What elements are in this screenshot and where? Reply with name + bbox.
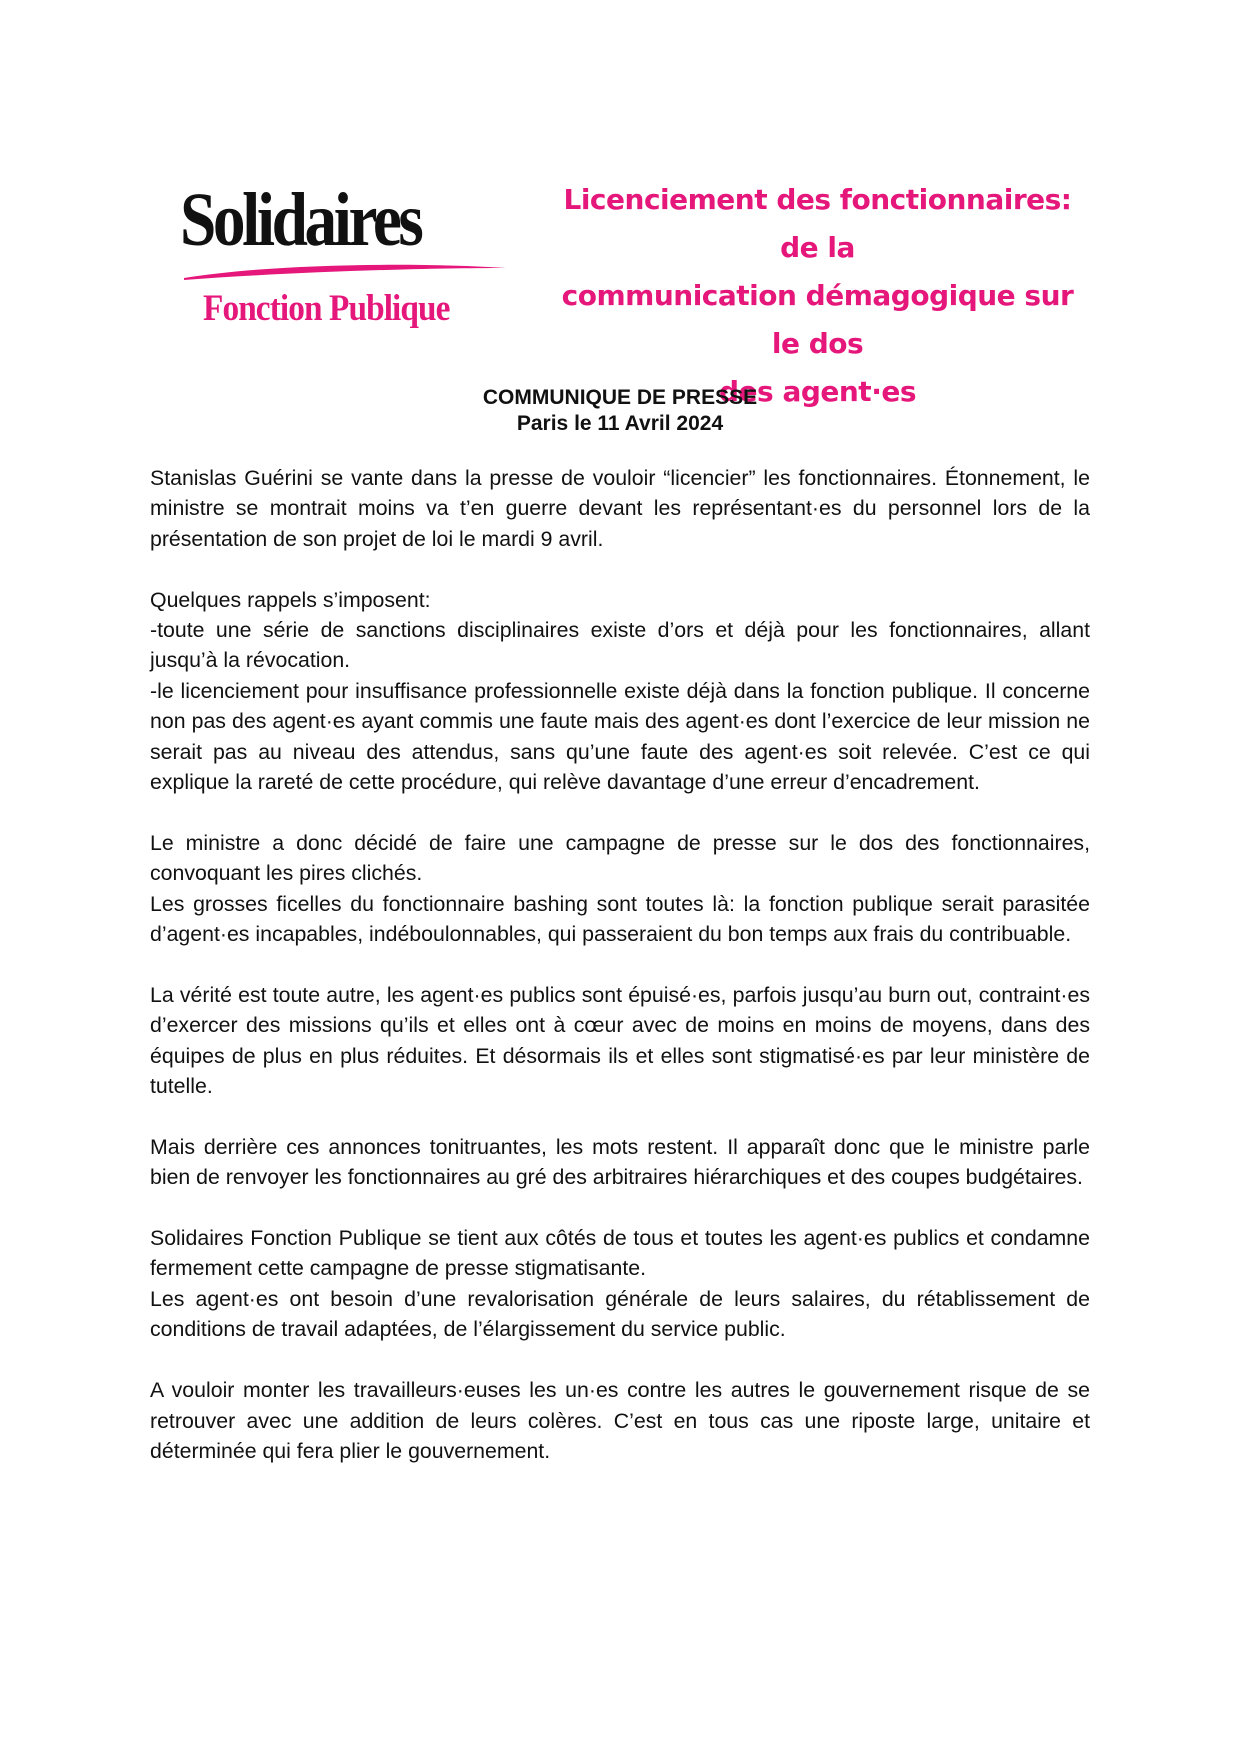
logo-wordmark: Solidaires [180,178,421,262]
press-release-header [150,385,1090,437]
paragraph-line: -le licenciement pour insuffisance professionnelle existe déjà dans la fonction publique. Il concerne non pas des agent·es ayant commis une faute mais des agent·es dont l’exercice de leur mission ne serait pas au niveau des attendus, sans qu’une faute des agent·es soit relevée. C’est ce qui explique la rareté de cette procédure, qui relève davantage d’une erreur d’encadrement. [150,678,1090,795]
press-release-dateline: Paris le 11 Avril 2024 [516,412,724,435]
paragraph [150,828,1090,950]
headline-line: Licenciement des fonctionnaires: de la [563,183,1072,264]
paragraph-line: Les agent·es ont besoin d’une revalorisation générale de leurs salaires, du rétablissement de conditions de travail adaptées, de l’élargissement du service public. [150,1286,1090,1342]
paragraph [150,1223,1090,1345]
headline-line: des agent·es [719,375,916,408]
logo-subtitle: Fonction Publique [203,288,450,329]
solidaires-logo [180,178,510,342]
press-release-title: COMMUNIQUE DE PRESSE [482,386,758,409]
paragraph-line: Stanislas Guérini se vante dans la presse de vouloir “licencier” les fonctionnaires. Étonnement, le ministre se montrait moins va t’en guerre devant les représentant·es du personnel lors de la présentation de son projet de loi le mardi 9 avril. [150,466,1090,551]
paragraph-line: Les grosses ficelles du fonctionnaire bashing sont toutes là: la fonction publique serait parasitée d’agent·es incapables, indéboulonnables, qui passeraient du bon temps aux frais du contribuable. [150,891,1090,947]
headline [545,176,1090,416]
paragraph-line: La vérité est toute autre, les agent·es publics sont épuisé·es, parfois jusqu’au burn out, contraint·es d’exercer des missions qu’ils et elles ont à cœur avec de moins en moins de moyens, dans des équipes de plus en plus réduites. Et désormais ils et elles sont stigmatisé·es par leur ministère de tutelle. [150,982,1090,1099]
paragraph [150,463,1090,554]
paragraph [150,585,1090,798]
paragraph [150,1375,1090,1466]
paragraph-line: Solidaires Fonction Publique se tient aux côtés de tous et toutes les agent·es publics et condamne fermement cette campagne de presse stigmatisante. [150,1226,1090,1281]
headline-line: communication démagogique sur le dos [561,279,1074,360]
logo-swoosh [180,260,510,284]
paragraph-line: -toute une série de sanctions disciplinaires existe d’ors et déjà pour les fonctionnaires, allant jusqu’à la révocation. [150,618,1090,673]
paragraph-line: Mais derrière ces annonces tonitruantes, les mots restent. Il apparaît donc que le ministre parle bien de renvoyer les fonctionnaires au gré des arbitraires hiérarchiques et des coupes budgétaires. [150,1134,1090,1190]
paragraph-line: Le ministre a donc décidé de faire une campagne de presse sur le dos des fonctionnaires, convoquant les pires clichés. [150,830,1090,886]
paragraph-line: Quelques rappels s’imposent: [150,587,431,612]
paragraph [150,1132,1090,1193]
paragraph [150,980,1090,1102]
paragraph-line: A vouloir monter les travailleurs·euses les un·es contre les autres le gouvernement risque de se retrouver avec une addition de leurs colères. C’est en tous cas une riposte large, unitaire et déterminée qui fera plier le gouvernement. [150,1378,1090,1463]
press-release-body [150,463,1090,1497]
